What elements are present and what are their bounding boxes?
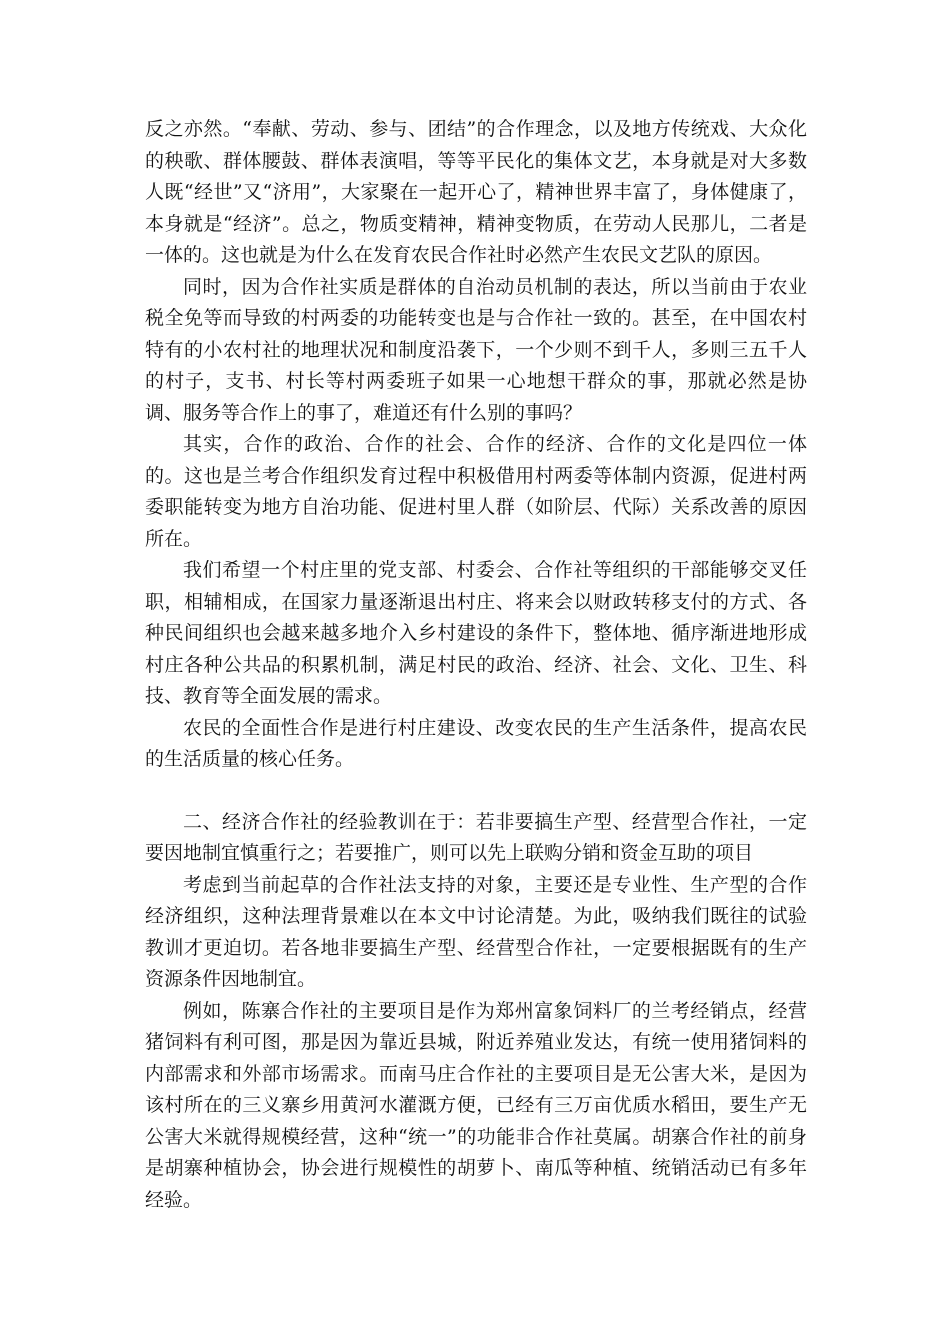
paragraph-village-committees: 同时，因为合作社实质是群体的自治动员机制的表达，所以当前由于农业税全免等而导致的村两委的功能转变也是与合作社一致的。甚至，在中国农村特有的小农村社的地理状况和制度沿袭下，一个少则不到千人，多则三五千人的村子，支书、村长等村两委班子如果一心地想干群众的事，那就必然是协调、服务等合作上的事了，难道还有什么别的事吗？ — [145, 275, 807, 424]
section-heading: 二、经济合作社的经验教训在于：若非要搞生产型、经营型合作社，一定要因地制宜慎重行之；若要推广，则可以先上联购分销和资金互助的项目 — [145, 810, 807, 864]
section-spacer — [145, 776, 807, 807]
paragraph-continuation: 反之亦然。“奉献、劳动、参与、团结”的合作理念，以及地方传统戏、大众化的秧歌、群体腰鼓、群体表演唱，等等平民化的集体文艺，本身就是对大多数人既“经世”又“济用”，大家聚在一起开心了，精神世界丰富了，身体健康了，本身就是“经济”。总之，物质变精神，精神变物质，在劳动人民那儿，二者是一体的。这也就是为什么在发育农民合作社时必然产生农民文艺队的原因。 — [145, 118, 807, 266]
paragraph-cooperative-law: 考虑到当前起草的合作社法支持的对象，主要还是专业性、生产型的合作经济组织，这种法理背景难以在本文中讨论清楚。为此，吸纳我们既往的试验教训才更迫切。若各地非要搞生产型、经营型合作社，一定要根据既有的生产资源条件因地制宜。 — [145, 873, 807, 990]
paragraph-core-task: 农民的全面性合作是进行村庄建设、改变农民的生产生活条件，提高农民的生活质量的核心任务。 — [145, 716, 807, 770]
paragraph-examples: 例如，陈寨合作社的主要项目是作为郑州富象饲料厂的兰考经销点，经营猪饲料有利可图，那是因为靠近县城，附近养殖业发达，有统一使用猪饲料的内部需求和外部市场需求。而南马庄合作社的主要项目是无公害大米，是因为该村所在的三义寨乡用黄河水灌溉方便，已经有三万亩优质水稻田，要生产无公害大米就得规模经营，这种“统一”的功能非合作社莫属。胡寨合作社的前身是胡寨种植协会，协会进行规模性的胡萝卜、南瓜等种植、统销活动已有多年经验。 — [145, 999, 807, 1211]
document-page — [145, 114, 807, 1216]
paragraph-four-in-one: 其实，合作的政治、合作的社会、合作的经济、合作的文化是四位一体的。这也是兰考合作组织发育过程中积极借用村两委等体制内资源，促进村两委职能转变为地方自治功能、促进村里人群（如阶层、代际）关系改善的原因所在。 — [145, 433, 807, 550]
paragraph-cross-appointment: 我们希望一个村庄里的党支部、村委会、合作社等组织的干部能够交叉任职，相辅相成，在国家力量逐渐退出村庄、将来会以财政转移支付的方式、各种民间组织也会越来越多地介入乡村建设的条件下，整体地、循序渐进地形成村庄各种公共品的积累机制，满足村民的政治、经济、社会、文化、卫生、科技、教育等全面发展的需求。 — [145, 559, 807, 707]
